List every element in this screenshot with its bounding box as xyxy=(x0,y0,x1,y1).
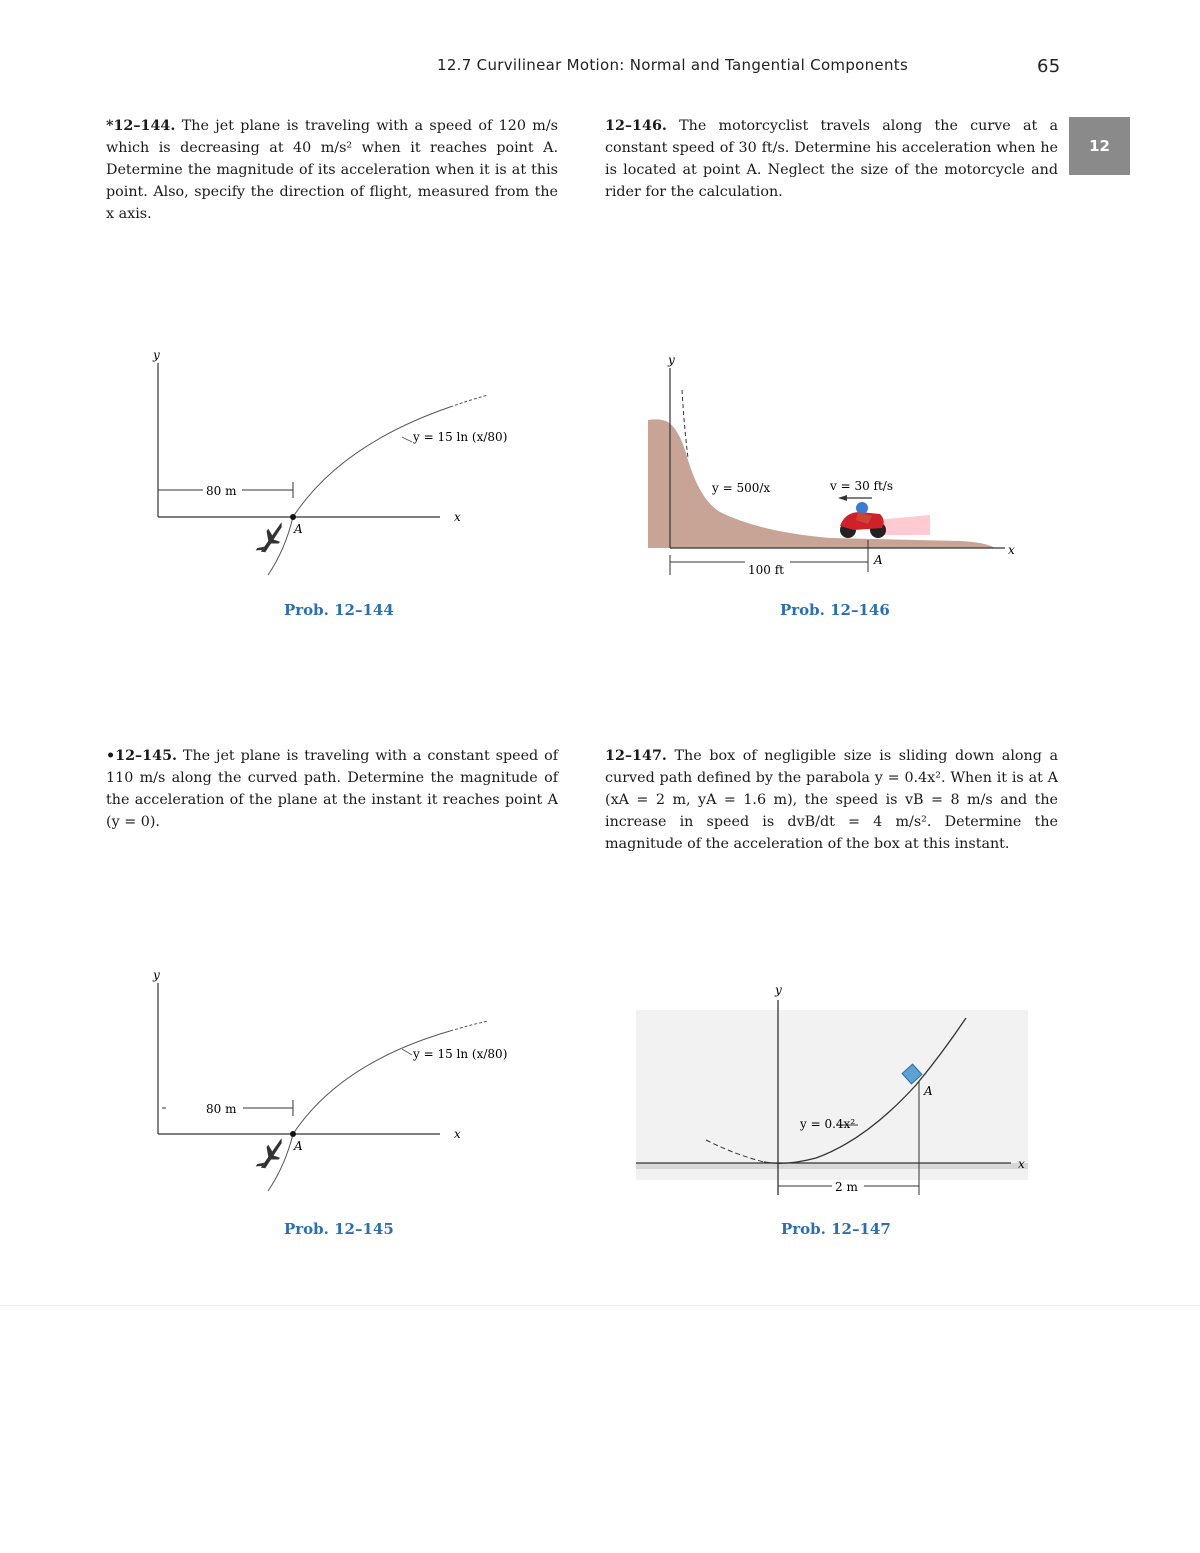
page-bottom-divider xyxy=(0,1305,1200,1306)
dimension-label: 80 m xyxy=(206,1102,237,1116)
point-a-label: A xyxy=(924,1084,933,1098)
point-a-label: A xyxy=(294,522,303,536)
caption-12-145: Prob. 12–145 xyxy=(284,1220,394,1238)
problem-12-147 xyxy=(605,745,1058,855)
problem-number: 12–147. xyxy=(605,748,667,764)
jet-plane-icon xyxy=(254,518,290,559)
problem-12-146 xyxy=(605,115,1058,203)
problem-text: The motorcyclist travels along the curve at a constant speed of 30 ft/s. Determine his acceleration when he is located at point A. Neglect the size of the motorcycle and rider for the calculation. xyxy=(605,118,1059,200)
problem-number: •12–145. xyxy=(106,748,178,764)
x-axis-label: x xyxy=(1008,543,1015,557)
point-a-label: A xyxy=(874,553,883,567)
x-axis-label: x xyxy=(454,1127,461,1141)
ground-hill xyxy=(648,419,995,548)
flight-path-dashed xyxy=(450,1021,488,1031)
flight-path-dashed xyxy=(450,395,488,407)
curve-equation-label: y = 15 ln (x/80) xyxy=(413,1047,508,1061)
curve-equation-label: y = 500/x xyxy=(712,481,771,495)
figure-12-144 xyxy=(140,345,540,590)
y-axis-label: y xyxy=(775,983,782,997)
figure-12-145 xyxy=(140,963,540,1208)
x-axis-label: x xyxy=(1018,1157,1025,1171)
figure-12-146 xyxy=(640,350,1030,585)
problem-text: The box of negligible size is sliding down along a curved path defined by the parabola y = 0.4x². When it is at A (xA = 2 m, yA = 1.6 m), the speed is vB = 8 m/s and the increase in speed is dvB/dt = 4 m/s². Determine the magnitude of the acceleration of the box at this instant. xyxy=(605,748,1059,852)
running-header-title: 12.7 Curvilinear Motion: Normal and Tangential Components xyxy=(437,56,909,74)
point-a-marker xyxy=(290,514,296,520)
chapter-tab: 12 xyxy=(1069,117,1130,175)
x-axis-label: x xyxy=(454,510,461,524)
caption-12-146: Prob. 12–146 xyxy=(780,601,890,619)
caption-12-147: Prob. 12–147 xyxy=(781,1220,891,1238)
y-axis-label: y xyxy=(668,353,675,367)
problem-text: The jet plane is traveling with a speed of 120 m/s which is decreasing at 40 m/s² when it reaches point A. Determine the magnitude of its acceleration when it is at this point. Also, specify the direction of flight, measured from the x axis. xyxy=(106,118,558,222)
jet-plane-icon xyxy=(254,1134,290,1175)
point-a-label: A xyxy=(294,1139,303,1153)
page-number: 65 xyxy=(1037,56,1061,77)
problem-12-145 xyxy=(106,745,558,833)
dimension-label: 80 m xyxy=(206,484,237,498)
y-axis-label: y xyxy=(153,348,160,362)
curve-equation-label: y = 15 ln (x/80) xyxy=(413,430,508,444)
caption-12-144: Prob. 12–144 xyxy=(284,601,394,619)
curve-equation-label: y = 0.4x² xyxy=(800,1117,856,1131)
speed-label: v = 30 ft/s xyxy=(830,479,894,493)
motorcycle-icon xyxy=(840,502,930,538)
y-axis-label: y xyxy=(153,968,160,982)
figure-12-147 xyxy=(636,980,1036,1205)
point-a-marker xyxy=(290,1131,296,1137)
problem-number: *12–144. xyxy=(106,118,176,134)
problem-12-144 xyxy=(106,115,558,225)
problem-number: 12–146. xyxy=(605,118,667,134)
dimension-label: 100 ft xyxy=(748,563,784,577)
dimension-label: 2 m xyxy=(835,1180,858,1194)
problem-text: The jet plane is traveling with a constant speed of 110 m/s along the curved path. Determine the magnitude of the acceleration of the plane at the instant it reaches point A (y = 0). xyxy=(106,748,558,830)
